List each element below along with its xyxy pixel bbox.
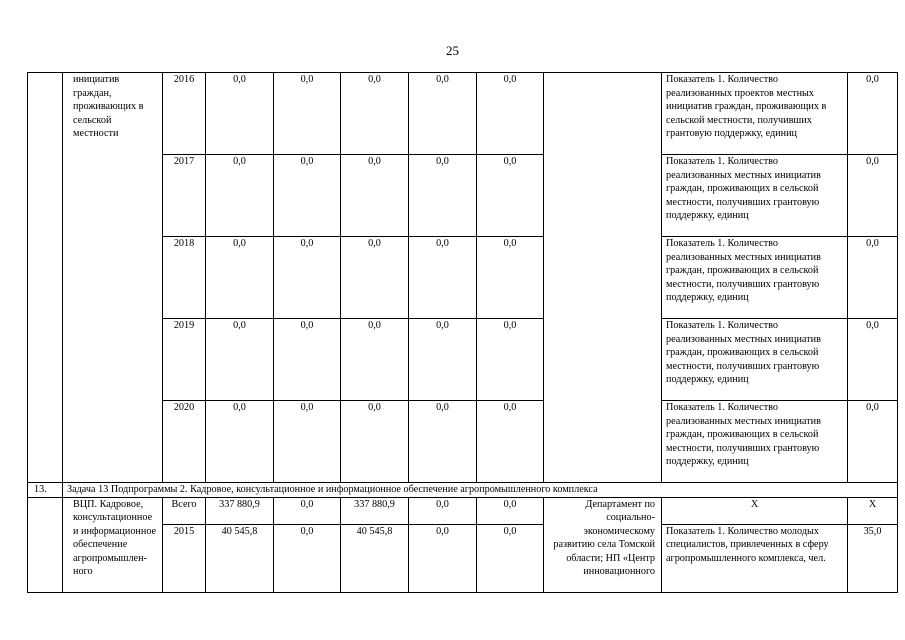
value-cell: 0,0 (409, 497, 477, 524)
value-cell: 0,0 (274, 497, 341, 524)
x-cell: Х (848, 497, 898, 524)
value-cell: 0,0 (409, 319, 477, 401)
vcp-label: ВЦП. Кадровое, консультационное и информационное обеспечение агропромышленного (63, 497, 163, 592)
indicator-cell: Показатель 1. Количество реализованных местных инициатив граждан, проживающих в сельской местности, получивших грантовую поддержку, единиц (662, 237, 848, 319)
value-cell: 0,0 (409, 155, 477, 237)
value-cell: 0,0 (477, 319, 544, 401)
row-num-empty (28, 497, 63, 592)
indicator-value: 0,0 (848, 401, 898, 483)
value-cell: 0,0 (206, 73, 274, 155)
value-cell: 0,0 (477, 237, 544, 319)
total-sum: 337 880,9 (206, 497, 274, 524)
value-cell: 0,0 (341, 319, 409, 401)
year-cell: 2015 (163, 524, 206, 592)
value-cell: 0,0 (341, 155, 409, 237)
value-cell: 0,0 (206, 319, 274, 401)
year-cell: 2017 (163, 155, 206, 237)
task-title: Задача 13 Подпрограммы 2. Кадровое, консультационное и информационное обеспечение агропромышленного комплекса (63, 483, 898, 498)
year-cell: 2018 (163, 237, 206, 319)
measure-label: инициатив граждан, проживающих в сельской местности (63, 73, 163, 483)
executor-cell-empty (544, 73, 662, 483)
value-cell: 0,0 (477, 155, 544, 237)
indicator-value: 0,0 (848, 155, 898, 237)
value-cell: 0,0 (206, 401, 274, 483)
indicator-value: 0,0 (848, 319, 898, 401)
value-cell: 0,0 (477, 497, 544, 524)
total-label: Всего (163, 497, 206, 524)
vcp-total-row (28, 497, 898, 524)
value-cell: 0,0 (206, 237, 274, 319)
x-cell: Х (662, 497, 848, 524)
row-num-empty (28, 73, 63, 483)
year-cell: 2019 (163, 319, 206, 401)
value-cell: 0,0 (409, 401, 477, 483)
value-cell: 0,0 (341, 237, 409, 319)
program-table (27, 72, 898, 593)
value-cell: 0,0 (274, 155, 341, 237)
value-cell: 0,0 (409, 237, 477, 319)
executor-cell: Департамент по социально-экономическому развитию села Томской области; НП «Центр инновационного (544, 497, 662, 592)
value-cell: 40 545,8 (206, 524, 274, 592)
value-cell: 0,0 (477, 401, 544, 483)
year-cell: 2020 (163, 401, 206, 483)
value-cell: 0,0 (477, 524, 544, 592)
indicator-cell: Показатель 1. Количество реализованных местных инициатив граждан, проживающих в сельской местности, получивших грантовую поддержку, единиц (662, 401, 848, 483)
value-cell: 0,0 (477, 73, 544, 155)
indicator-value: 35,0 (848, 524, 898, 592)
value-cell: 337 880,9 (341, 497, 409, 524)
indicator-cell: Показатель 1. Количество реализованных местных инициатив граждан, проживающих в сельской местности, получивших грантовую поддержку, единиц (662, 155, 848, 237)
value-cell: 0,0 (206, 155, 274, 237)
indicator-cell: Показатель 1. Количество молодых специалистов, привлеченных в сферу агропромышленного комплекса, чел. (662, 524, 848, 592)
value-cell: 0,0 (341, 401, 409, 483)
page-number: 25 (446, 43, 459, 58)
indicator-value: 0,0 (848, 237, 898, 319)
indicator-cell: Показатель 1. Количество реализованных местных инициатив граждан, проживающих в сельской местности, получивших грантовую поддержку, единиц (662, 319, 848, 401)
task-number: 13. (28, 483, 63, 498)
value-cell: 0,0 (274, 237, 341, 319)
value-cell: 0,0 (341, 73, 409, 155)
year-cell: 2016 (163, 73, 206, 155)
value-cell: 0,0 (274, 401, 341, 483)
value-cell: 0,0 (274, 524, 341, 592)
value-cell: 0,0 (274, 73, 341, 155)
indicator-cell: Показатель 1. Количество реализованных проектов местных инициатив граждан, проживающих в сельской местности, получивших грантовую поддержку, единиц (662, 73, 848, 155)
value-cell: 40 545,8 (341, 524, 409, 592)
value-cell: 0,0 (409, 73, 477, 155)
value-cell: 0,0 (274, 319, 341, 401)
task-row (28, 483, 898, 498)
value-cell: 0,0 (409, 524, 477, 592)
row-2016 (28, 73, 898, 155)
indicator-value: 0,0 (848, 73, 898, 155)
